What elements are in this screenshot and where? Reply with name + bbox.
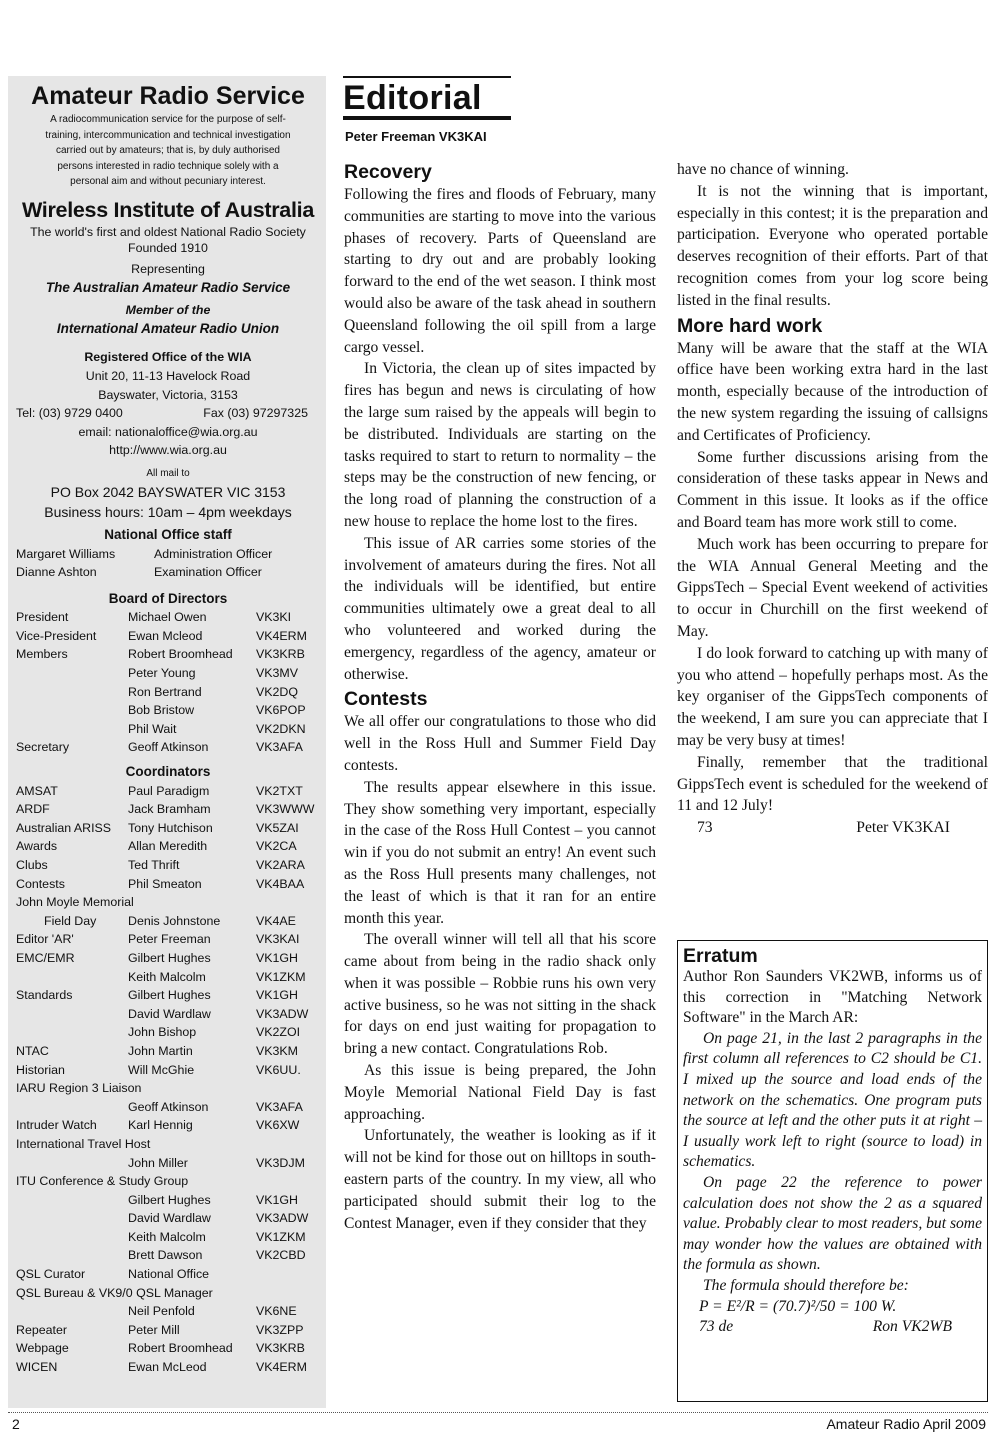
director-row [16,1042,320,1061]
coordinator-group-heading: IARU Region 3 Liaison [16,1081,142,1096]
callsign: VK2ZOI [256,1025,301,1040]
article-signoff [677,817,988,839]
address-line1: Unit 20, 11-13 Havelock Road [85,368,251,383]
footer-rule [8,1412,988,1413]
person-name: Gilbert Hughes [128,988,211,1003]
signoff-name: Peter VK3KAI [856,819,950,837]
person-name: Geoff Atkinson [128,740,209,755]
callsign: VK2DKN [256,721,306,736]
staff-name: Dianne Ashton [16,565,97,580]
director-row [16,856,320,875]
person-name: Keith Malcolm [128,1229,206,1244]
callsign: VK1GH [256,950,299,965]
callsign: VK1GH [256,988,299,1003]
staff-role: Examination Officer [154,565,262,580]
director-row [16,1191,320,1210]
callsign: VK6NE [256,1304,297,1319]
director-row [16,782,320,801]
director-row [16,1358,320,1377]
hard-work-paragraph-5: Finally, remember that the traditional GippsTech event is scheduled for the weekend of 11 and 12 July! [677,753,988,815]
callsign: VK3KM [256,1043,299,1058]
callsign: VK3KRB [256,1341,305,1356]
callsign: VK4ERM [256,628,307,643]
coordinator-group-heading: QSL Bureau & VK9/0 QSL Manager [16,1285,213,1300]
coordinators-heading: Coordinators [125,764,211,780]
recovery-paragraph-3: This issue of AR carries some stories of the involvement of amateurs during the fires. Not all the individuals will be identified, but entire communities ultimately owe a great deal to all who volunteered and worked during the emergency, regardless of the agency, amateur or otherwise. [344,534,656,683]
hard-work-paragraph-4: I do look forward to catching up with many of you who attend – hopefully perhaps most. As the key organiser of the GippsTech components of the weekend, I am sure you can appreciate that I may be very busy at times! [677,644,988,749]
person-name: David Wardlaw [128,1006,211,1021]
director-row [16,1116,320,1135]
person-name: Gilbert Hughes [128,1192,211,1207]
coordinators-list [16,782,320,1377]
person-name: Gilbert Hughes [128,950,211,965]
director-row [16,627,320,646]
role-label: Webpage [16,1341,69,1356]
callsign: VK5ZAI [256,820,299,835]
callsign: VK2CBD [256,1248,306,1263]
role-label: QSL Curator [16,1267,86,1282]
erratum-intro: Author Ron Saunders VK2WB, informs us of this correction in "Matching Network Software" in the March AR: [683,968,982,1027]
person-name: John Miller [128,1155,188,1170]
director-row [16,1061,320,1080]
footer-publication: Amateur Radio April 2009 [826,1416,986,1432]
director-row [16,701,320,720]
registered-office-heading: Registered Office of the WIA [84,350,252,365]
role-label [16,1209,128,1228]
role-label: Contests [16,876,65,891]
callsign: VK3WWW [256,802,315,817]
person-name: Robert Broomhead [128,1341,233,1356]
erratum-paragraph-3: The formula should therefore be: [703,1276,909,1294]
callsign: VK2TXT [256,783,303,798]
board-heading: Board of Directors [108,590,228,606]
signoff-73: 73 [697,819,713,837]
role-label [16,683,128,702]
role-label [16,701,128,720]
person-name: Peter Freeman [128,932,211,947]
person-name: David Wardlaw [128,1211,211,1226]
role-label [16,1098,128,1117]
erratum-heading: Erratum [683,945,758,967]
director-row [16,1228,320,1247]
director-row [16,720,320,739]
role-label: Secretary [16,740,70,755]
national-office-heading: National Office staff [104,526,232,542]
director-row [16,819,320,838]
contests-paragraph-5-continued: have no chance of winning. [677,161,849,178]
staff-row [16,545,320,564]
ars-name: The Australian Amateur Radio Service [45,279,291,295]
role-label: NTAC [16,1043,49,1058]
director-row [16,1321,320,1340]
mail-heading: All mail to [146,467,190,479]
director-row [16,1023,320,1042]
role-label [16,1023,128,1042]
contests-paragraph-4: As this issue is being prepared, the John Moyle Memorial National Field Day is fast approaching. [344,1062,656,1123]
person-name: Robert Broomhead [128,647,233,662]
member-of-label: Member of the [125,303,211,318]
coordinator-group-heading: John Moyle Memorial [16,895,134,910]
director-row [16,930,320,949]
role-label [16,1191,128,1210]
role-label: AMSAT [16,783,58,798]
person-name: Phil Smeaton [128,876,202,891]
web-address: http://www.wia.org.au [109,443,227,458]
role-label [16,720,128,739]
role-label [16,1228,128,1247]
recovery-heading: Recovery [344,161,432,183]
hard-work-paragraph-2: Some further discussions arising from the consideration of these tasks appear in News and Comment in this issue. It looks as if the office and Board team has more work still to come. [677,448,988,531]
director-row [16,645,320,664]
erratum-box [677,940,988,1402]
contests-paragraph-2: The results appear elsewhere in this issue. They show something very important, especially in the case of the Ross Hull Contest – you cannot win if you do not submit an entry! An event such as the Ross Hull presents many challenges, not the least of which is that it ran for an entire month this year. [344,778,656,927]
role-label [16,1246,128,1265]
wia-title: Wireless Institute of Australia [22,197,314,222]
page-number: 2 [12,1416,20,1432]
callsign: VK3MV [256,666,299,681]
staff-row [16,563,320,582]
person-name: Ted Thrift [128,858,180,872]
person-name: John Martin [128,1043,193,1058]
role-label: Editor 'AR' [16,932,74,947]
role-label: Members [16,647,68,662]
role-label: Historian [16,1062,65,1077]
wia-founded: Founded 1910 [128,240,208,255]
director-row [16,968,320,987]
contests-paragraph-6: It is not the winning that is important, especially in this contest; it is the preparation and participation. Everyone who operated portable deserves recognition of their efforts. Part of that recognition comes from your log score being listed in the final results. [677,182,988,309]
person-name: Ewan McLeod [128,1360,207,1375]
sidebar-panel [8,76,326,1408]
role-label: Intruder Watch [16,1118,97,1133]
person-name: Phil Wait [128,721,177,736]
person-name: Brett Dawson [128,1248,203,1263]
wia-tagline: The world's first and oldest National Radio Society [30,224,306,239]
director-row [16,1339,320,1358]
ars-title: Amateur Radio Service [31,82,305,110]
erratum-signoff [683,1317,982,1338]
person-name: Denis Johnstone [128,913,221,928]
callsign: VK3AFA [256,740,303,755]
callsign: VK3KAI [256,932,300,947]
person-name: Michael Owen [128,610,207,625]
contests-heading: Contests [344,688,428,711]
contests-paragraph-5: Unfortunately, the weather is looking as if it will not be kind for those out on hilltops in south-eastern parts of the country. In my view, all who participated should submit their log to the Contest Manager, even if they consider that they [344,1127,656,1232]
callsign: VK3KRB [256,647,305,662]
editorial-title: Editorial [343,76,511,120]
role-label: President [16,610,69,625]
erratum-formula: P = E²/R = (70.7)²/50 = 100 W. [699,1297,897,1315]
director-row [16,800,320,819]
director-row [16,1265,320,1284]
person-name: Bob Bristow [128,703,195,718]
person-name: National Office [128,1267,210,1282]
person-name: Keith Malcolm [128,969,206,984]
person-name: Ewan Mcleod [128,628,203,643]
ars-description: A radiocommunication service for the purpose of self-training, intercommunication and technical investigation carried out by amateurs; that is, by duly authorised persons interested in radio technique solely with a personal aim and without pecuniary interest. [45,114,291,188]
hard-work-heading: More hard work [677,314,823,337]
role-label: Australian ARISS [16,820,112,835]
callsign: VK3AFA [256,1099,303,1114]
role-label: Awards [16,839,58,854]
fax-number: Fax (03) 97297325 [203,406,308,421]
erratum-paragraph-1: On page 21, in the last 2 paragraphs in the first column all references to C2 should be C1. I mixed up the source and load ends of the network on the schematics. One program puts the source at left and the other puts it at right – I usually work left to right (source to load) in schematics. [683,1029,982,1171]
director-row [16,738,320,757]
erratum-sign-name: Ron VK2WB [872,1318,952,1336]
director-row [16,949,320,968]
callsign: VK2ARA [256,858,305,872]
erratum-paragraph-2: On page 22 the reference to power calculation does not show the 2 as a squared value. Probably clear to most readers, but some may wonder how the values are obtained with the formula as shown. [683,1173,982,1274]
role-label [16,1154,128,1173]
tel-number: Tel: (03) 9729 0400 [16,406,123,421]
contests-paragraph-1: We all offer our congratulations to those who did well in the Ross Hull and Summer Field Day contests. [344,713,656,774]
callsign [256,1265,312,1284]
coordinator-group-heading: International Travel Host [16,1136,151,1151]
callsign: VK3DJM [256,1155,305,1170]
director-row [16,1246,320,1265]
contests-paragraph-3: The overall winner will tell all that his score came about from being in the radio shack only when it was possible – Robbie runs his own very active business, so he was not sitting in the shack for days on end just waiting for propagation to bring a new contact. Congratulations Rob. [344,931,656,1058]
address-line2: Bayswater, Victoria, 3153 [98,387,238,402]
hard-work-paragraph-3: Much work has been occurring to prepare for the WIA Annual General Meeting and the GippsTech – Special Event weekend of activities to occur in Churchill on the first weekend of May. [677,535,988,640]
role-label [16,1302,128,1321]
director-row [16,837,320,856]
person-name: Tony Hutchison [128,820,213,835]
director-row [16,608,320,627]
article-column-middle [344,158,656,1234]
person-name: Peter Young [128,666,196,681]
role-label [16,664,128,683]
representing-label: Representing [131,261,205,276]
callsign: VK1GH [256,1192,299,1207]
national-office-staff-list [16,545,320,582]
phone-row [16,404,320,423]
person-name: Peter Mill [128,1322,180,1337]
person-name: Geoff Atkinson [128,1099,209,1114]
staff-role: Administration Officer [154,546,273,561]
role-label: WICEN [16,1360,58,1375]
person-name: Will McGhie [128,1062,195,1077]
iaru-name: International Amateur Radio Union [56,320,280,336]
callsign: VK3ADW [256,1006,309,1021]
callsign: VK6UU. [256,1062,301,1077]
role-label: ARDF [16,802,50,817]
callsign: VK4ERM [256,1360,307,1375]
person-name: Neil Penfold [128,1304,195,1319]
director-row [16,1302,320,1321]
director-row [16,912,320,931]
callsign: VK3ZPP [256,1322,304,1337]
recovery-paragraph-1: Following the fires and floods of February, many communities are starting to move into the various phases of recovery. Parts of Queensland are starting to dry out and are probably looking forward to the end of the wet season. I think most would also be aware of the task ahead in southern Queensland following the oil spill from a large cargo vessel. [344,186,656,356]
role-label: EMC/EMR [16,950,75,965]
callsign: VK1ZKM [256,1229,306,1244]
board-list [16,608,320,757]
recovery-paragraph-2: In Victoria, the clean up of sites impacted by fires has begun and news is circulating of how the large sum raised by the appeals will begin to be distributed. Individuals are starting on the tasks required to start to return to normality – the steps may be the construction of new fencing, or the long road of planning the construction of a new house to replace the home lost to the fires. [344,360,656,530]
callsign: VK3KI [256,610,292,625]
director-row [16,875,320,894]
hard-work-paragraph-1: Many will be aware that the staff at the WIA office have been working extra hard in the last month, especially because of the introduction of the new system regarding the issuing of callsigns and Certificates of Proficiency. [677,339,988,444]
article-column-right [677,159,988,839]
callsign: VK6POP [256,703,306,718]
role-label [16,1005,128,1024]
callsign: VK1ZKM [256,969,306,984]
person-name: John Bishop [128,1025,197,1040]
director-row [16,1098,320,1117]
person-name: Allan Meredith [128,839,208,854]
role-label: Clubs [16,858,48,872]
role-label: Standards [16,988,73,1003]
author-byline: Peter Freeman VK3KAI [345,129,487,144]
director-row [16,1209,320,1228]
callsign: VK3ADW [256,1211,309,1226]
erratum-sign-73: 73 de [699,1318,734,1336]
director-row [16,1154,320,1173]
person-name: Jack Bramham [128,802,211,817]
callsign: VK2CA [256,839,297,854]
staff-name: Margaret Williams [16,546,116,561]
business-hours: Business hours: 10am – 4pm weekdays [44,503,292,520]
coordinator-group-heading: ITU Conference & Study Group [16,1174,189,1189]
callsign: VK4AE [256,913,296,928]
director-row [16,664,320,683]
person-name: Karl Hennig [128,1118,193,1133]
callsign: VK4BAA [256,876,305,891]
po-box: PO Box 2042 BAYSWATER VIC 3153 [50,483,286,500]
person-name: Paul Paradigm [128,783,210,798]
role-label: Vice-President [16,628,97,643]
role-label: Field Day [44,913,97,928]
callsign: VK2DQ [256,684,299,699]
callsign: VK6XW [256,1118,300,1133]
director-row [16,1005,320,1024]
email-address: email: nationaloffice@wia.org.au [78,424,258,439]
role-label [16,968,128,987]
role-label: Repeater [16,1322,67,1337]
director-row [16,986,320,1005]
person-name: Ron Bertrand [128,684,202,699]
director-row [16,683,320,702]
